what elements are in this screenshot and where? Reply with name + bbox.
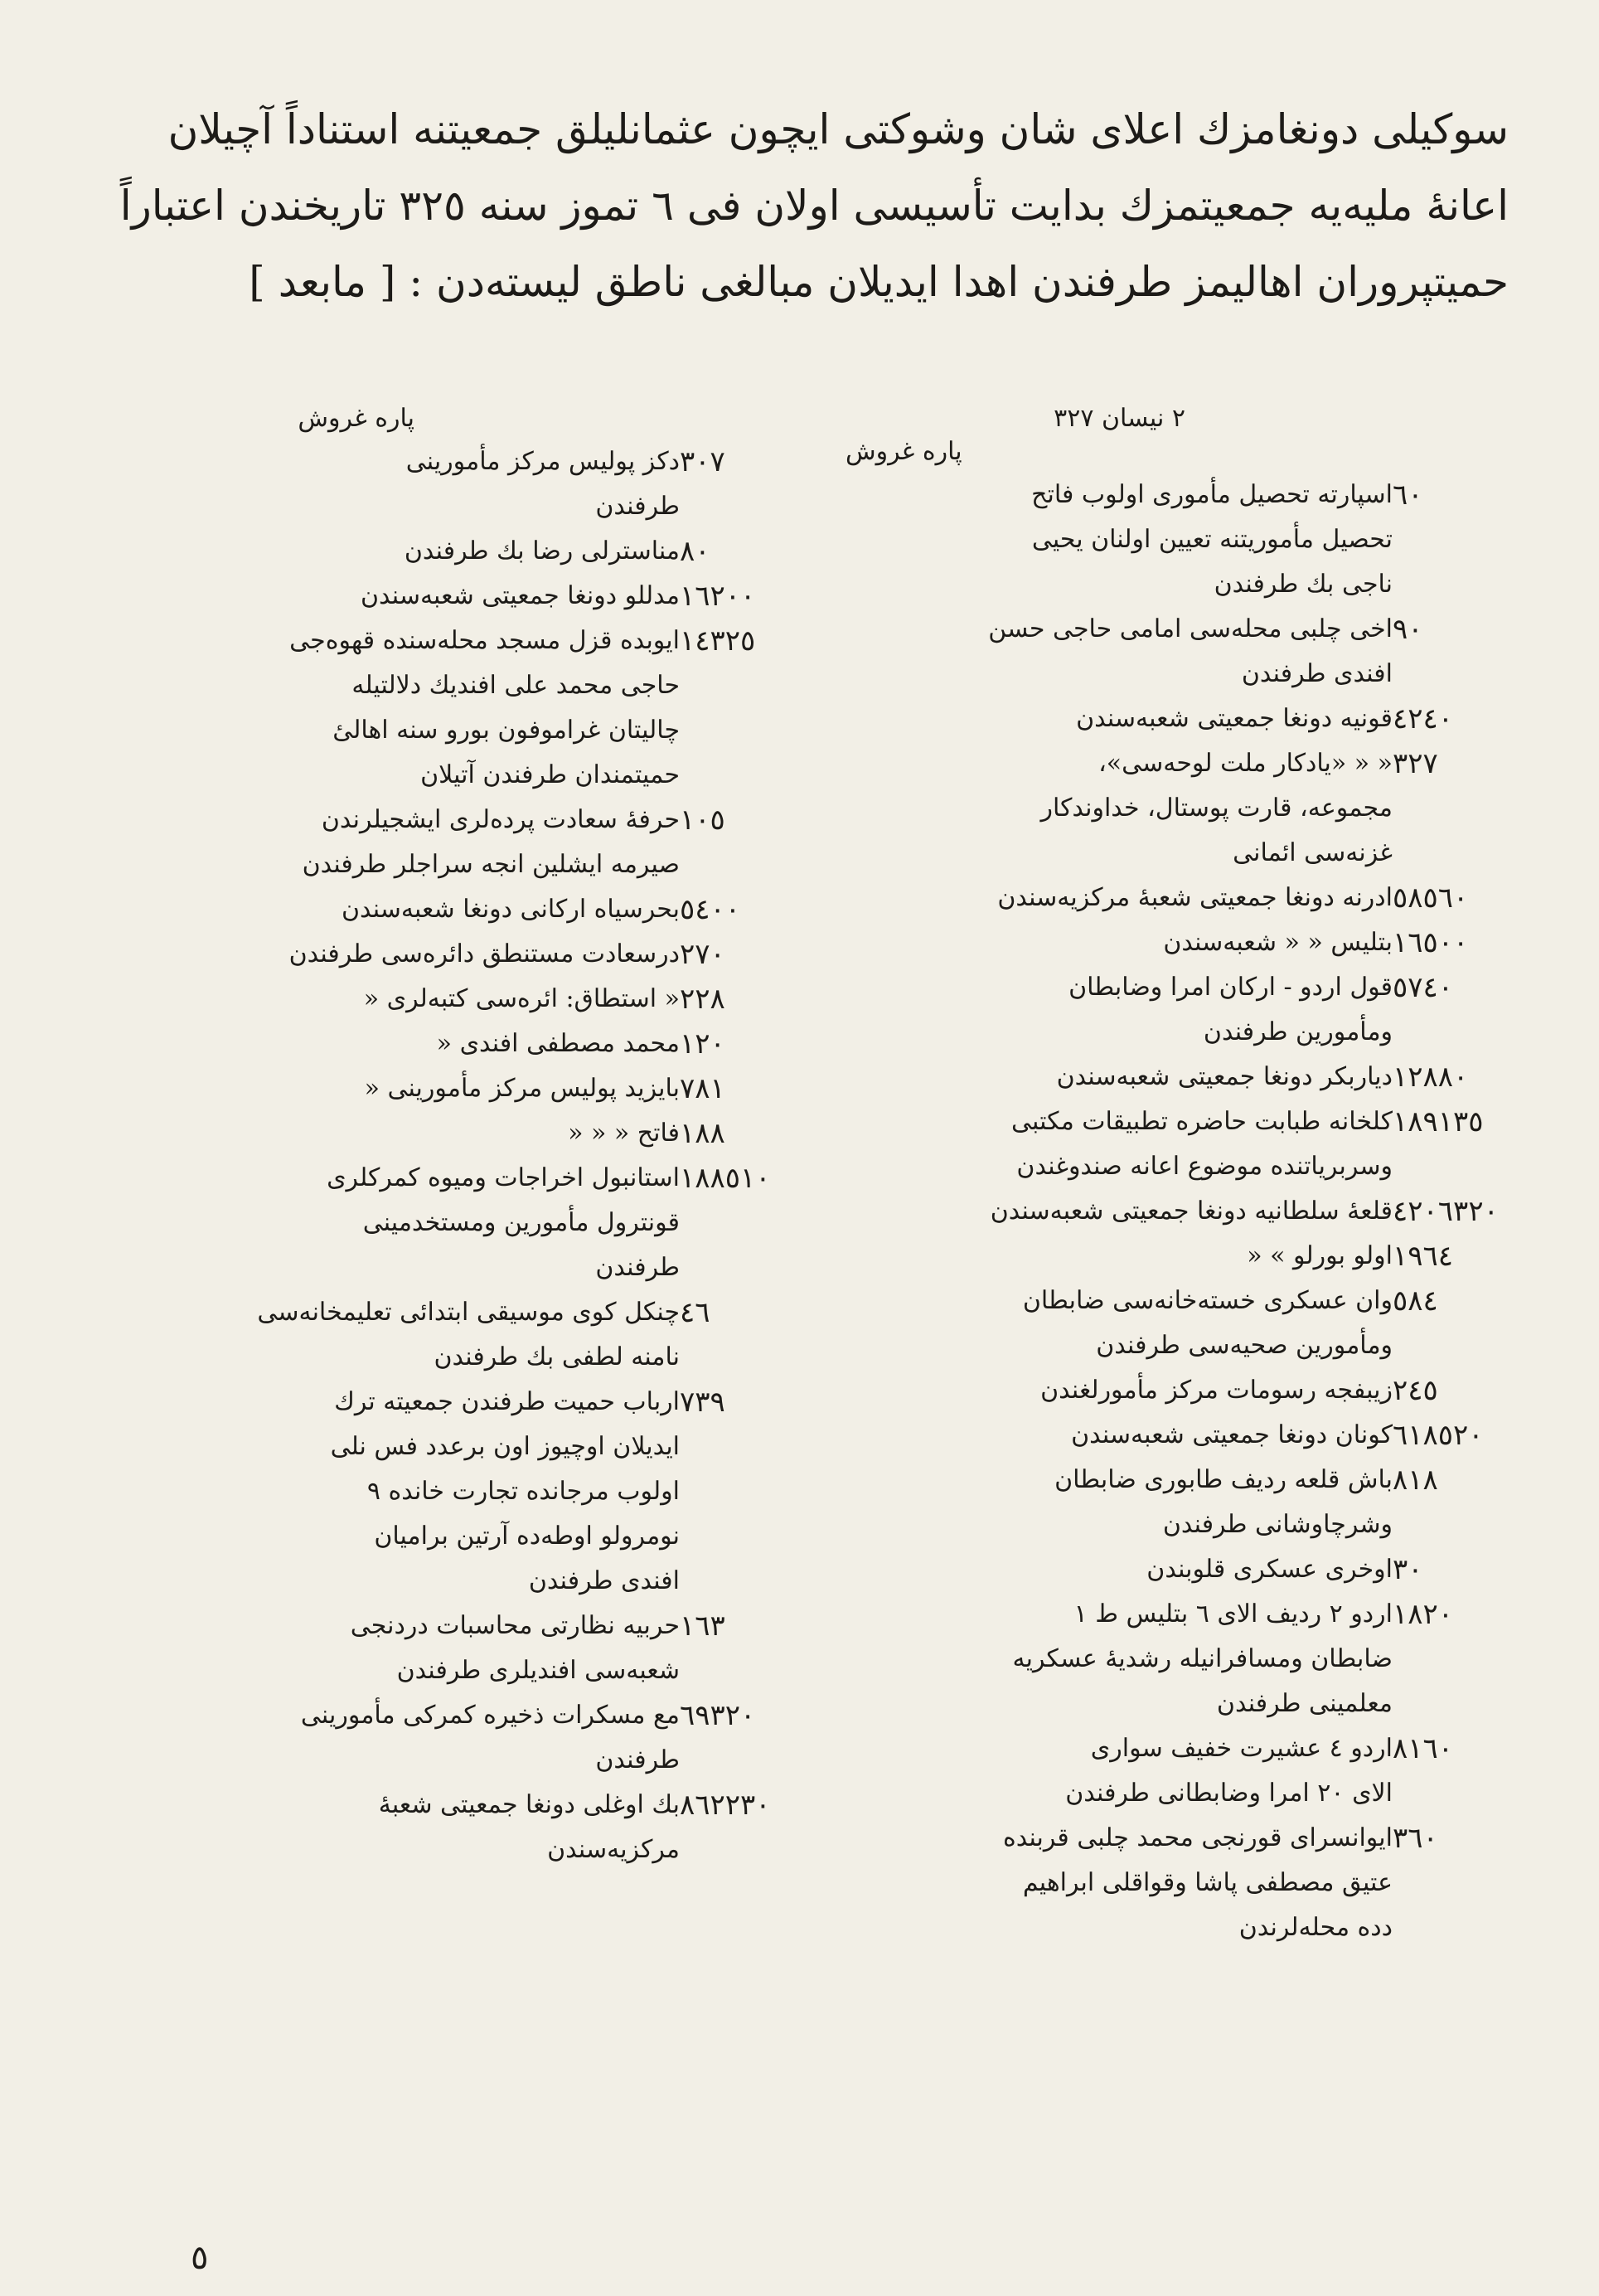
entry-amount xyxy=(680,932,821,977)
kurus-value: ٤٦ xyxy=(680,1296,710,1329)
list-item xyxy=(91,574,821,619)
entry-amount xyxy=(1393,1547,1534,1592)
entry-amount xyxy=(1393,965,1534,1010)
list-item xyxy=(91,1290,821,1380)
list-item xyxy=(91,932,821,977)
units-label: پاره غروش xyxy=(298,404,414,433)
entry-line: بتليس « « شعبه‌سندن xyxy=(1163,928,1393,957)
list-item xyxy=(846,965,1534,1055)
list-item xyxy=(91,1604,821,1693)
entry-line: ضابطان ومسافرانيله رشديهٔ عسكريه xyxy=(1012,1644,1393,1673)
entry-description xyxy=(91,619,680,798)
kurus-value: ٢٢٨ xyxy=(680,983,725,1016)
entry-description xyxy=(846,1055,1393,1099)
list-item xyxy=(846,920,1534,965)
entry-line: اولوب مرجانده تجارت خانده ٩ xyxy=(366,1477,680,1506)
entry-line: ايوبده قزل مسجد محله‌سنده قهوه‌جى xyxy=(289,626,680,655)
entry-description xyxy=(846,1726,1393,1816)
entry-amount xyxy=(680,1783,821,1828)
kurus-value: ٦٠ xyxy=(1393,478,1423,512)
entry-line: بك اوغلى دونغا جمعيتى شعبهٔ xyxy=(378,1790,680,1819)
entry-description xyxy=(846,1279,1393,1368)
entry-amount xyxy=(1393,741,1534,786)
kurus-value: ١٢٠ xyxy=(680,1027,725,1061)
entry-line: افندى طرفندن xyxy=(528,1566,680,1595)
kurus-value: ٤٢٠٦٣ xyxy=(1393,1195,1469,1228)
entry-line: ومأمورين طرفندن xyxy=(1203,1017,1393,1046)
entry-line: مجموعه، قارت پوستال، خداوندكار xyxy=(1040,794,1393,823)
kurus-value: ٣٠٧ xyxy=(680,445,725,478)
entry-amount xyxy=(1393,1279,1534,1323)
list-item xyxy=(846,1055,1534,1099)
entry-amount xyxy=(1393,920,1534,965)
entry-description xyxy=(846,965,1393,1055)
entry-line: بحرسياه اركانى دونغا شعبه‌سندن xyxy=(341,895,680,924)
kurus-value: ١٦٣ xyxy=(680,1609,725,1643)
entry-description xyxy=(846,1234,1393,1279)
entry-line: اولو بورلو » « xyxy=(1247,1241,1393,1270)
entry-description xyxy=(91,887,680,932)
left-column xyxy=(91,404,821,1872)
entry-description xyxy=(91,1066,680,1111)
entry-amount xyxy=(680,1290,821,1335)
entry-amount xyxy=(1393,1413,1534,1458)
kurus-value: ١٤٣ xyxy=(680,624,725,658)
entry-line: عتيق مصطفى پاشا وقواقلى ابراهيم xyxy=(1022,1868,1393,1897)
entry-line: كونان دونغا جمعيتى شعبه‌سندن xyxy=(1071,1420,1393,1449)
kurus-value: ٢٧٠ xyxy=(680,938,725,971)
entry-line: طرفندن xyxy=(595,1253,680,1282)
entry-description xyxy=(846,741,1393,876)
entry-amount xyxy=(680,619,821,663)
entry-amount xyxy=(1393,1368,1534,1413)
entry-amount xyxy=(680,1380,821,1425)
para-value: ٢٠ xyxy=(724,1699,756,1732)
entry-amount xyxy=(680,798,821,842)
list-item xyxy=(91,1693,821,1783)
entry-description xyxy=(846,1816,1393,1950)
list-item xyxy=(91,887,821,932)
kurus-value: ٥٨٤ xyxy=(1393,1284,1438,1318)
header-line: حميتپروران اهاليمز طرفندن اهدا ايديلان مبالغى ناطق ليسته‌دن : [ مابعد ] xyxy=(249,258,1509,306)
kurus-value: ٧٣٩ xyxy=(680,1386,725,1419)
kurus-value: ٣٠ xyxy=(1393,1553,1423,1586)
entry-amount xyxy=(680,1066,821,1111)
list-item xyxy=(846,473,1534,607)
entry-amount xyxy=(1393,1458,1534,1502)
column-header xyxy=(846,404,1534,473)
list-item xyxy=(91,439,821,529)
entry-line: حاجى محمد على افنديك دلالتيله xyxy=(351,671,680,700)
entry-line: حميتمندان طرفندن آتيلان xyxy=(420,760,680,789)
entry-amount xyxy=(1393,1726,1534,1771)
entry-description xyxy=(91,1783,680,1872)
entry-line: دكز پوليس مركز مأمورينى xyxy=(405,447,680,476)
entry-line: باش قلعه رديف طابورى ضابطان xyxy=(1054,1465,1393,1494)
kurus-value: ٨١٦٠ xyxy=(1393,1732,1454,1765)
entry-line: بايزيد پوليس مركز مأمورينى « xyxy=(364,1074,680,1103)
entry-description xyxy=(91,439,680,529)
entry-description xyxy=(846,876,1393,920)
list-item xyxy=(846,1099,1534,1189)
kurus-value: ٨٦٢٢ xyxy=(680,1789,741,1822)
entry-line: ارباب حميت طرفندن جمعيته ترك xyxy=(334,1387,680,1416)
list-item xyxy=(846,1547,1534,1592)
entry-line: وشرچاوشانى طرفندن xyxy=(1162,1510,1393,1539)
entry-line: طرفندن xyxy=(595,492,680,521)
entry-line: چاليتان غراموفون بورو سنه اهالىٔ xyxy=(332,716,680,745)
entry-amount xyxy=(1393,1816,1534,1861)
entry-list xyxy=(846,473,1534,1950)
kurus-value: ٣٦٠ xyxy=(1393,1822,1438,1855)
kurus-value: ١٨٨٥ xyxy=(680,1162,741,1195)
column-header xyxy=(91,398,821,439)
kurus-value: ١٠٥ xyxy=(680,803,725,837)
entry-line: قونترول مأمورين ومستخدمينى xyxy=(362,1208,680,1237)
kurus-value: ٦٩٣ xyxy=(680,1699,725,1732)
list-item xyxy=(91,1066,821,1111)
list-item xyxy=(846,697,1534,741)
entry-line: تحصيل مأموريتنه تعيين اولنان يحيى xyxy=(1031,525,1393,554)
entry-line: مدللو دونغا جمعيتى شعبه‌سندن xyxy=(361,581,680,610)
kurus-value: ١٨٩١ xyxy=(1393,1105,1454,1138)
entry-amount xyxy=(680,1156,821,1201)
entry-line: ايوانسراى قورنجى محمد چلبى قربنده xyxy=(1002,1823,1393,1852)
entry-line: اردو ٢ رديف الاى ٦ بتليس ط ١ xyxy=(1073,1599,1393,1629)
kurus-value: ٩٠ xyxy=(1393,613,1423,646)
list-item xyxy=(846,1279,1534,1368)
entry-amount xyxy=(680,574,821,619)
entry-amount xyxy=(680,977,821,1022)
entry-amount xyxy=(1393,876,1534,920)
kurus-value: ١٨٨ xyxy=(680,1117,725,1150)
entry-description xyxy=(91,1290,680,1380)
kurus-value: ٢٤٥ xyxy=(1393,1374,1438,1407)
entry-amount xyxy=(680,1111,821,1156)
page-number: ٥ xyxy=(191,2239,209,2277)
list-item xyxy=(846,1413,1534,1458)
kurus-value: ٨١٨ xyxy=(1393,1464,1438,1497)
entry-line: نامنه لطفى بك طرفندن xyxy=(434,1342,680,1371)
entry-line: صيرمه ايشلين انجه سراجلر طرفندن xyxy=(302,850,680,879)
entry-line: اردو ٤ عشيرت خفيف سوارى xyxy=(1090,1734,1393,1763)
kurus-value: ٤٢٤٠ xyxy=(1393,702,1454,735)
entry-description xyxy=(91,932,680,977)
entry-description xyxy=(91,1156,680,1290)
entry-line: درسعادت مستنطق دائره‌سى طرفندن xyxy=(288,939,680,968)
list-item xyxy=(91,1380,821,1604)
kurus-value: ١٦٢٠٠ xyxy=(680,580,756,613)
entry-line: الاى ٢٠ امرا وضابطانى طرفندن xyxy=(1065,1779,1393,1808)
entry-line: دده محله‌لرندن xyxy=(1238,1913,1393,1942)
entry-amount xyxy=(680,439,821,484)
entry-amount xyxy=(1393,1099,1534,1144)
kurus-value: ١٨٢٠ xyxy=(1393,1598,1454,1631)
list-item xyxy=(846,1368,1534,1413)
list-item xyxy=(91,1783,821,1872)
kurus-value: ٦١٨٥ xyxy=(1393,1419,1454,1452)
entry-description xyxy=(846,697,1393,741)
entry-description xyxy=(91,574,680,619)
entry-line: محمد مصطفى افندى « xyxy=(436,1029,680,1058)
entry-line: طرفندن xyxy=(595,1745,680,1774)
entry-line: وسربرياتنده موضوع اعانه صندوغندن xyxy=(1016,1152,1393,1181)
list-item xyxy=(91,1111,821,1156)
list-item xyxy=(846,876,1534,920)
entry-amount xyxy=(1393,473,1534,517)
entry-amount xyxy=(1393,1189,1534,1234)
entry-description xyxy=(91,977,680,1022)
entry-line: ناجى بك طرفندن xyxy=(1214,570,1393,599)
list-item xyxy=(846,1816,1534,1950)
right-column xyxy=(846,404,1534,1950)
entry-line: مع مسكرات ذخيره كمركى مأمورينى xyxy=(300,1701,680,1730)
entry-description xyxy=(846,1099,1393,1189)
list-item xyxy=(846,1189,1534,1234)
entry-description xyxy=(846,1189,1393,1234)
entry-line: قول اردو - اركان امرا وضابطان xyxy=(1068,973,1393,1002)
entry-description xyxy=(846,607,1393,697)
date-label: ٢ نيسان ٣٢٧ xyxy=(1054,404,1185,433)
entry-amount xyxy=(680,529,821,574)
entry-line: استانبول اخراجات وميوه كمركلرى xyxy=(327,1163,680,1192)
entry-description xyxy=(91,1022,680,1066)
entry-line: « « «يادكار ملت لوحه‌سى»، xyxy=(1098,749,1393,778)
entry-line: معلمينى طرفندن xyxy=(1216,1689,1393,1718)
entry-description xyxy=(846,1592,1393,1726)
entry-description xyxy=(91,1380,680,1604)
list-item xyxy=(91,1022,821,1066)
entry-line: ادرنه دونغا جمعيتى شعبهٔ مركزيه‌سندن xyxy=(997,883,1393,912)
list-item xyxy=(91,529,821,574)
list-item xyxy=(91,1156,821,1290)
entry-list xyxy=(91,439,821,1872)
entry-line: شعبه‌سى افنديلرى طرفندن xyxy=(396,1656,680,1685)
entry-amount xyxy=(680,887,821,932)
entry-amount xyxy=(1393,1592,1534,1637)
list-item xyxy=(846,607,1534,697)
entry-line: ومأمورين صحيه‌سى طرفندن xyxy=(1096,1331,1393,1360)
entry-line: دياربكر دونغا جمعيتى شعبه‌سندن xyxy=(1056,1062,1393,1091)
entry-line: زيبفجه رسومات مركز مأمورلغندن xyxy=(1040,1376,1393,1405)
entry-line: ايديلان اوچيوز اون برعدد فس نلى xyxy=(330,1432,680,1461)
entry-line: حربيه نظارتى محاسبات دردنجى xyxy=(350,1611,680,1640)
kurus-value: ١٢٨٨٠ xyxy=(1393,1061,1469,1094)
entry-amount xyxy=(680,1022,821,1066)
entry-description xyxy=(846,920,1393,965)
entry-description xyxy=(846,1368,1393,1413)
para-value: ٣٥ xyxy=(1453,1105,1484,1138)
entry-amount xyxy=(1393,1055,1534,1099)
kurus-value: ١٩٦٤ xyxy=(1393,1240,1454,1273)
entry-line: فاتح « « « xyxy=(568,1119,680,1148)
entry-line: اسپارته تحصيل مأمورى اولوب فاتح xyxy=(1031,480,1393,509)
list-item xyxy=(846,1726,1534,1816)
entry-description xyxy=(846,473,1393,607)
kurus-value: ٥٤٠٠ xyxy=(680,893,741,926)
list-item xyxy=(846,1458,1534,1547)
para-value: ٣٠ xyxy=(740,1789,771,1822)
entry-amount xyxy=(680,1693,821,1738)
entry-description xyxy=(846,1413,1393,1458)
entry-description xyxy=(846,1547,1393,1592)
list-item xyxy=(846,1234,1534,1279)
header-paragraph xyxy=(99,91,1509,320)
entry-line: مناسترلى رضا بك طرفندن xyxy=(404,536,680,566)
entry-description xyxy=(91,1693,680,1783)
entry-line: مركزيه‌سندن xyxy=(547,1835,680,1864)
entry-line: وان عسكرى خسته‌خانه‌سى ضابطان xyxy=(1022,1286,1393,1315)
entry-line: اوخرى عسكرى قلوبندن xyxy=(1146,1555,1393,1584)
list-item xyxy=(91,798,821,887)
entry-line: « استطاق: ائره‌سى كتبه‌لرى « xyxy=(363,984,680,1013)
list-item xyxy=(91,619,821,798)
entry-description xyxy=(846,1458,1393,1547)
entry-amount xyxy=(1393,1234,1534,1279)
kurus-value: ٣٢٧ xyxy=(1393,747,1438,780)
entry-line: حرفهٔ سعادت پرده‌لرى ايشجيلرندن xyxy=(321,805,680,834)
entry-line: نومرولو اوطه‌ده آرتين براميان xyxy=(374,1522,680,1551)
entry-description xyxy=(91,1604,680,1693)
para-value: ٢٠ xyxy=(1468,1195,1499,1228)
entry-line: چنكل كوى موسيقى ابتدائى تعليمخانه‌سى xyxy=(257,1298,680,1327)
entry-amount xyxy=(1393,697,1534,741)
entry-description xyxy=(91,529,680,574)
para-value: ٢٥ xyxy=(724,624,756,658)
header-line: اعانهٔ مليه‌يه جمعيتمزك بدايت تأسيسى اولان فى ٦ تموز سنه ٣٢٥ تاريخندن اعتباراً xyxy=(119,182,1509,230)
entry-description xyxy=(91,798,680,887)
para-value: ٢٠ xyxy=(1453,1419,1484,1452)
list-item xyxy=(91,977,821,1022)
kurus-value: ٨٠ xyxy=(680,535,710,568)
kurus-value: ٥٧٤٠ xyxy=(1393,971,1454,1004)
para-value: ١٠ xyxy=(740,1162,771,1195)
entry-description xyxy=(91,1111,680,1156)
list-item xyxy=(846,1592,1534,1726)
header-line: سوكيلى دونغامزك اعلاى شان وشوكتى ايچون عثمانليلق جمعيتنه استناداً آچيلان xyxy=(167,105,1509,153)
entry-line: افندى طرفندن xyxy=(1241,659,1393,688)
entry-amount xyxy=(680,1604,821,1648)
kurus-value: ١٦٥٠٠ xyxy=(1393,926,1469,959)
kurus-value: ٥٨٥٦٠ xyxy=(1393,881,1469,915)
entry-line: اخى چلبى محله‌سى امامى حاجى حسن xyxy=(988,614,1393,643)
entry-line: قونيه دونغا جمعيتى شعبه‌سندن xyxy=(1076,704,1393,733)
kurus-value: ٧٨١ xyxy=(680,1072,725,1105)
entry-amount xyxy=(1393,607,1534,652)
list-item xyxy=(846,741,1534,876)
entry-line: قلعهٔ سلطانيه دونغا جمعيتى شعبه‌سندن xyxy=(990,1197,1393,1226)
units-label: پاره غروش xyxy=(846,437,962,466)
entry-line: غزنه‌سى ائمانى xyxy=(1233,838,1393,867)
entry-line: كلخانه طبابت حاضره تطبيقات مكتبى xyxy=(1011,1107,1393,1136)
